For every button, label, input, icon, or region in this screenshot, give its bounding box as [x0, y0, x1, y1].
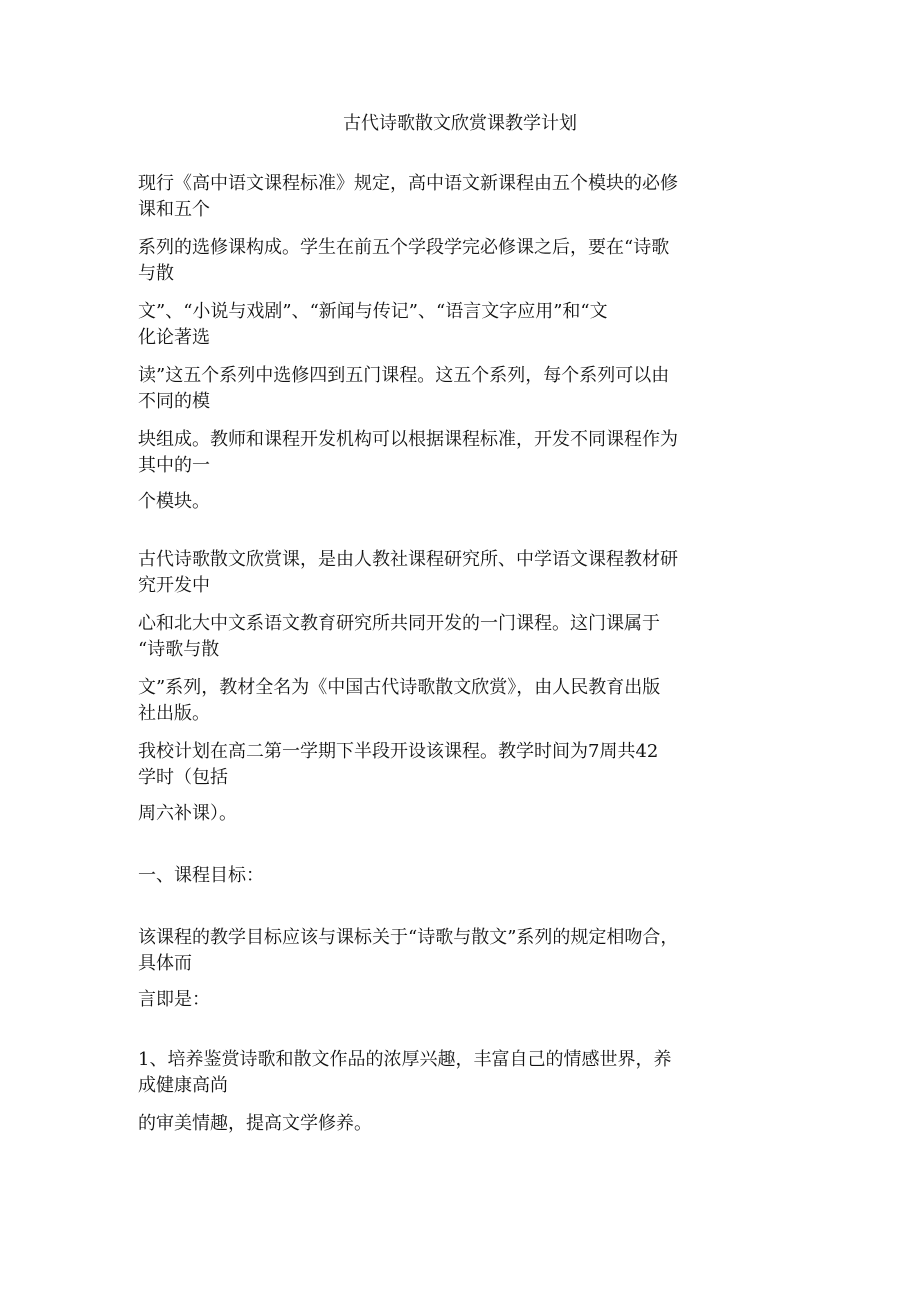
document-title: 古代诗歌散文欣赏课教学计划	[343, 113, 577, 134]
text-line: 的审美情趣，提高文学修养。	[138, 1113, 372, 1134]
text-line: 具体而	[138, 953, 192, 974]
text-line: 社出版。	[138, 703, 210, 724]
text-line: 其中的一	[138, 455, 210, 476]
text-line: 究开发中	[138, 575, 210, 596]
text-line: 言即是：	[138, 989, 210, 1010]
text-line: 不同的模	[138, 391, 210, 412]
text-line: 个模块。	[138, 491, 210, 512]
text-line: 文”系列，教材全名为《中国古代诗歌散文欣赏》，由人民教育出版	[138, 677, 661, 698]
text-line: 古代诗歌散文欣赏课，是由人教社课程研究所、中学语文课程教材研	[138, 549, 678, 570]
section-heading: 一、课程目标：	[138, 865, 264, 886]
text-line: 心和北大中文系语文教育研究所共同开发的一门课程。这门课属于	[138, 613, 660, 634]
text-line: 系列的选修课构成。学生在前五个学段学完必修课之后，要在“诗歌	[138, 237, 670, 258]
text-line: 周六补课）。	[138, 803, 237, 824]
text-line: 现行《高中语文课程标准》规定，高中语文新课程由五个模块的必修	[138, 173, 678, 194]
text-line: 化论著选	[138, 327, 210, 348]
text-line: 读”这五个系列中选修四到五门课程。这五个系列，每个系列可以由	[138, 365, 670, 386]
text-line: 与散	[138, 263, 174, 284]
text-line: 我校计划在高二第一学期下半段开设该课程。教学时间为7周共42	[138, 741, 659, 762]
text-line: 块组成。教师和课程开发机构可以根据课程标准，开发不同课程作为	[138, 429, 678, 450]
text-line: 1、培养鉴赏诗歌和散文作品的浓厚兴趣，丰富自己的情感世界，养	[138, 1049, 672, 1070]
text-line: 学时（包括	[138, 767, 228, 788]
text-line: 文”、“小说与戏剧”、“新闻与传记”、“语言文字应用”和“文	[138, 301, 608, 322]
text-line: 成健康高尚	[138, 1075, 228, 1096]
text-line: 该课程的教学目标应该与课标关于“诗歌与散文”系列的规定相吻合，	[138, 927, 679, 948]
text-line: 课和五个	[138, 199, 210, 220]
text-line: “诗歌与散	[138, 639, 220, 660]
